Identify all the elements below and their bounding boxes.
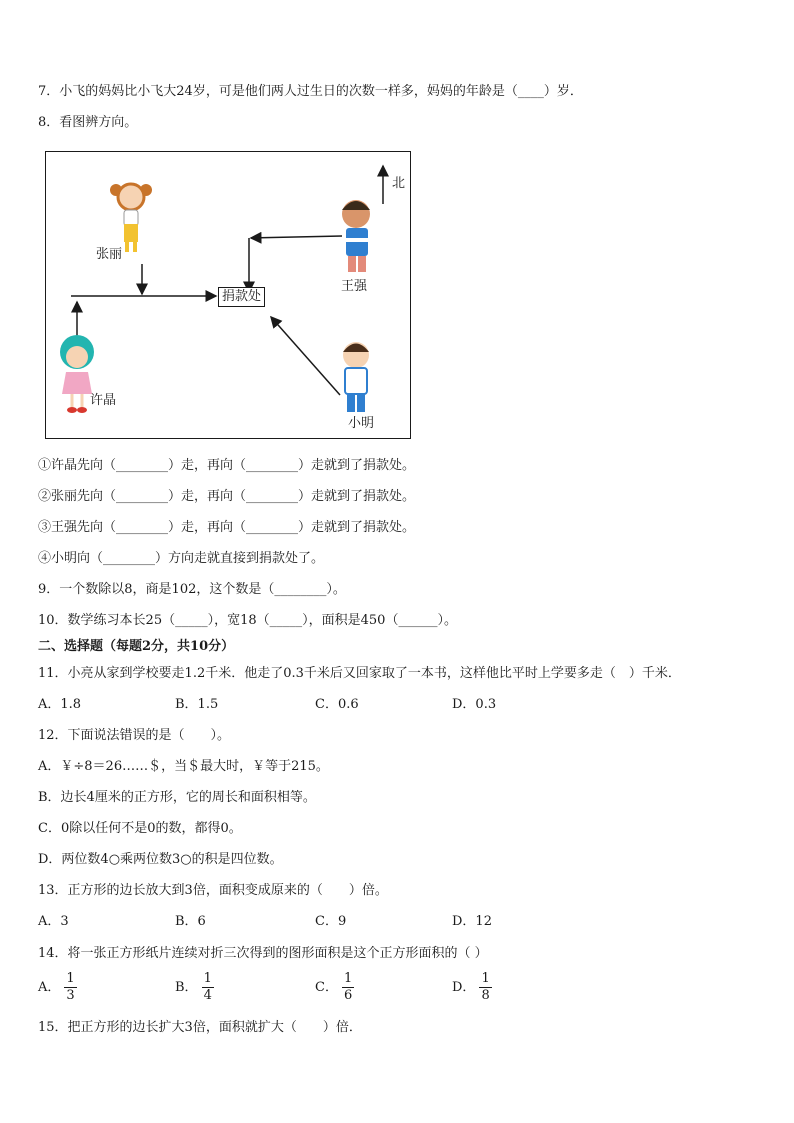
zhangli-label: 张丽 (96, 247, 123, 262)
wangqiang-figure (342, 200, 370, 272)
q14-option-d (452, 971, 492, 1004)
zhangli-figure (110, 184, 152, 252)
q14-option-b-letter: B． (175, 980, 198, 995)
q8-sub-1: ①许晶先向（________）走，再向（________）走就到了捐款处。 (38, 458, 416, 473)
q13-option-a: A．3 (38, 914, 69, 929)
xiaoming-label: 小明 (348, 416, 375, 431)
xiaoming-figure (343, 342, 369, 412)
wangqiang-path-left (251, 236, 342, 238)
q14-option-d-fraction (479, 971, 491, 1004)
question-14: 14．将一张正方形纸片连续对折三次得到的图形面积是这个正方形面积的（ ） (38, 946, 488, 961)
question-7: 7．小飞的妈妈比小飞大24岁，可是他们两人过生日的次数一样多，妈妈的年龄是（____）岁． (38, 84, 583, 99)
direction-diagram (45, 151, 411, 439)
question-15: 15．把正方形的边长扩大3倍，面积就扩大（ ）倍． (38, 1020, 362, 1035)
xiaoming-path-diagonal (271, 317, 340, 395)
q14-option-a-letter: A． (38, 980, 61, 995)
q8-sub-3: ③王强先向（________）走，再向（________）走就到了捐款处。 (38, 520, 416, 535)
question-8: 8．看图辨方向。 (38, 115, 138, 130)
q14-option-a (38, 971, 77, 1004)
question-13: 13．正方形的边长放大到3倍，面积变成原来的（ ）倍。 (38, 883, 388, 898)
numerator: 1 (203, 971, 212, 986)
denominator: 8 (481, 988, 490, 1003)
xujing-figure (60, 335, 94, 413)
denominator: 3 (66, 988, 75, 1003)
q14-option-d-letter: D． (452, 980, 476, 995)
numerator: 1 (481, 971, 490, 986)
north-label: 北 (392, 176, 406, 191)
q12-option-b: B．边长4厘米的正方形，它的周长和面积相等。 (38, 790, 316, 805)
question-12: 12．下面说法错误的是（ ）。 (38, 728, 231, 743)
q14-option-c-fraction (342, 971, 354, 1004)
q11-option-b: B．1.5 (175, 697, 219, 712)
q12-option-d: D．两位数4○乘两位数3○的积是四位数。 (38, 852, 283, 867)
q13-option-d: D．12 (452, 914, 492, 929)
q14-option-b (175, 971, 214, 1004)
q14-option-b-fraction (202, 971, 214, 1004)
section-2-heading: 二、选择题（每题2分，共10分） (38, 639, 235, 654)
denominator: 6 (343, 988, 353, 1003)
q8-sub-2: ②张丽先向（________）走，再向（________）走就到了捐款处。 (38, 489, 416, 504)
numerator: 1 (343, 971, 353, 986)
q13-option-c: C．9 (315, 914, 347, 929)
q14-option-c (315, 971, 354, 1004)
question-9: 9．一个数除以8，商是102，这个数是（________）。 (38, 582, 346, 597)
denominator: 4 (203, 988, 212, 1003)
q13-option-b: B．6 (175, 914, 206, 929)
q11-option-d: D．0.3 (452, 697, 497, 712)
q8-sub-4: ④小明向（________）方向走就直接到捐款处了。 (38, 551, 325, 566)
q11-option-a: A．1.8 (38, 697, 82, 712)
q11-option-c: C．0.6 (315, 697, 359, 712)
q12-option-c: C．0除以任何不是0的数，都得0。 (38, 821, 242, 836)
q12-option-a: A．￥÷8＝26……＄，当＄最大时，￥等于215。 (38, 759, 329, 774)
donation-point-label: 捐款处 (218, 287, 265, 307)
q14-option-c-letter: C． (315, 980, 338, 995)
q14-option-a-fraction (64, 971, 76, 1004)
xujing-label: 许晶 (90, 393, 117, 408)
wangqiang-label: 王强 (341, 279, 368, 294)
numerator: 1 (66, 971, 75, 986)
question-10: 10．数学练习本长25（_____），宽18（_____），面积是450（______）。 (38, 613, 457, 628)
question-11: 11．小亮从家到学校要走1.2千米．他走了0.3千米后又回家取了一本书，这样他比平时上学要多走（ ）千米． (38, 666, 681, 681)
